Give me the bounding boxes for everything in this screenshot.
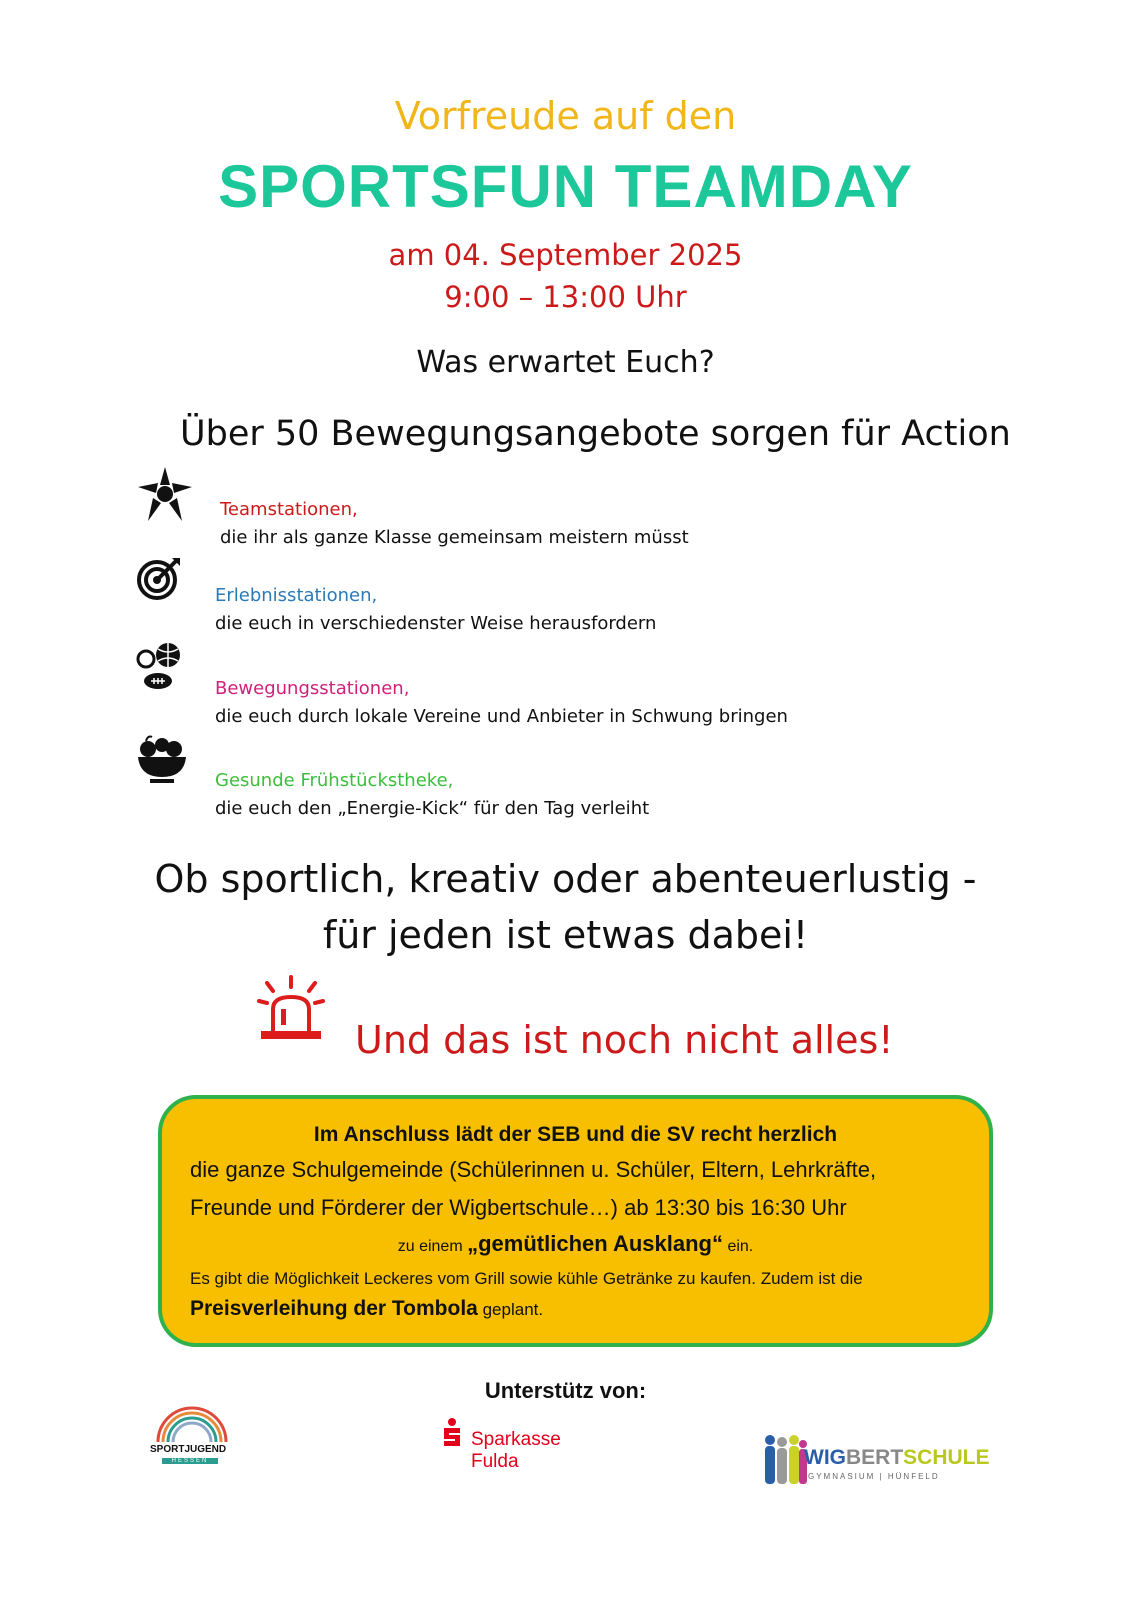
target-icon	[136, 556, 182, 602]
wigbert-wordmark	[804, 1446, 990, 1470]
sportjugend-name: SPORTJUGEND	[150, 1444, 227, 1455]
station-title-bewegungsstationen: Bewegungsstationen,	[215, 678, 410, 699]
event-date: am 04. September 2025	[388, 238, 743, 272]
slogan-line-1: Ob sportlich, kreativ oder abenteuerlustig -	[154, 857, 977, 901]
slogan-line-2: für jeden ist etwas dabei!	[322, 913, 809, 957]
info-box	[158, 1095, 993, 1347]
sportjugend-sub: HESSEN	[162, 1458, 218, 1464]
alarm-light-icon	[257, 975, 325, 1043]
pre-title: Vorfreude auf den	[394, 94, 737, 138]
info-line-4-pre: zu einem	[397, 1238, 463, 1255]
wigbert-sub: GYMNASIUM | HÜNFELD	[808, 1472, 940, 1481]
wigbert-suffix: SCHULE	[903, 1446, 990, 1469]
station-title-erlebnisstationen: Erlebnisstationen,	[215, 585, 378, 606]
info-line-2: die ganze Schulgemeinde (Schülerinnen u. Schüler, Eltern, Lehrkräfte,	[190, 1157, 877, 1182]
sparkasse-s-icon	[441, 1418, 463, 1448]
fruit-bowl-icon	[136, 735, 188, 785]
event-time: 9:00 – 13:00 Uhr	[444, 280, 687, 314]
wigbert-prefix: WIG	[804, 1446, 846, 1469]
info-line-4-post: ein.	[727, 1238, 754, 1255]
station-desc-erlebnisstationen: die euch in verschiedenster Weise herausfordern	[215, 613, 657, 634]
info-line-1: Im Anschluss lädt der SEB und die SV recht herzlich	[313, 1123, 838, 1146]
info-line-3: Freunde und Förderer der Wigbertschule…) ab 13:30 bis 16:30 Uhr	[190, 1195, 847, 1220]
station-desc-bewegungsstationen: die euch durch lokale Vereine und Anbieter in Schwung bringen	[215, 706, 788, 727]
wigbert-people-icon	[762, 1434, 808, 1486]
info-line-6-post: geplant.	[482, 1300, 544, 1319]
station-desc-teamstationen: die ihr als ganze Klasse gemeinsam meistern müsst	[220, 527, 689, 548]
sports-balls-icon	[136, 641, 184, 691]
question-heading: Was erwartet Euch?	[416, 345, 715, 380]
info-line-6	[190, 1297, 543, 1321]
headline: Über 50 Bewegungsangebote sorgen für Action	[180, 414, 1011, 454]
sparkasse-line-1: Sparkasse	[471, 1429, 561, 1450]
sparkasse-line-2: Fulda	[471, 1451, 519, 1472]
wigbert-middle: BERT	[846, 1446, 904, 1469]
team-hands-icon	[136, 465, 194, 523]
station-desc-fruehstueckstheke: die euch den „Energie-Kick“ für den Tag verleiht	[215, 798, 650, 819]
announcement-text: Und das ist noch nicht alles!	[355, 1018, 894, 1062]
main-title: SPORTSFUN TEAMDAY	[218, 153, 913, 220]
sponsor-heading: Unterstütz von:	[484, 1378, 647, 1403]
info-line-5: Es gibt die Möglichkeit Leckeres vom Grill sowie kühle Getränke zu kaufen. Zudem ist die	[190, 1269, 863, 1288]
station-title-teamstationen: Teamstationen,	[220, 499, 358, 520]
station-title-fruehstueckstheke: Gesunde Frühstückstheke,	[215, 770, 454, 791]
sportjugend-arc-icon	[152, 1402, 232, 1444]
sportjugend-logo	[148, 1402, 240, 1472]
info-line-4	[162, 1231, 989, 1257]
info-line-4-bold: „gemütlichen Ausklang“	[467, 1231, 723, 1256]
info-line-6-bold: Preisverleihung der Tombola	[190, 1297, 478, 1320]
